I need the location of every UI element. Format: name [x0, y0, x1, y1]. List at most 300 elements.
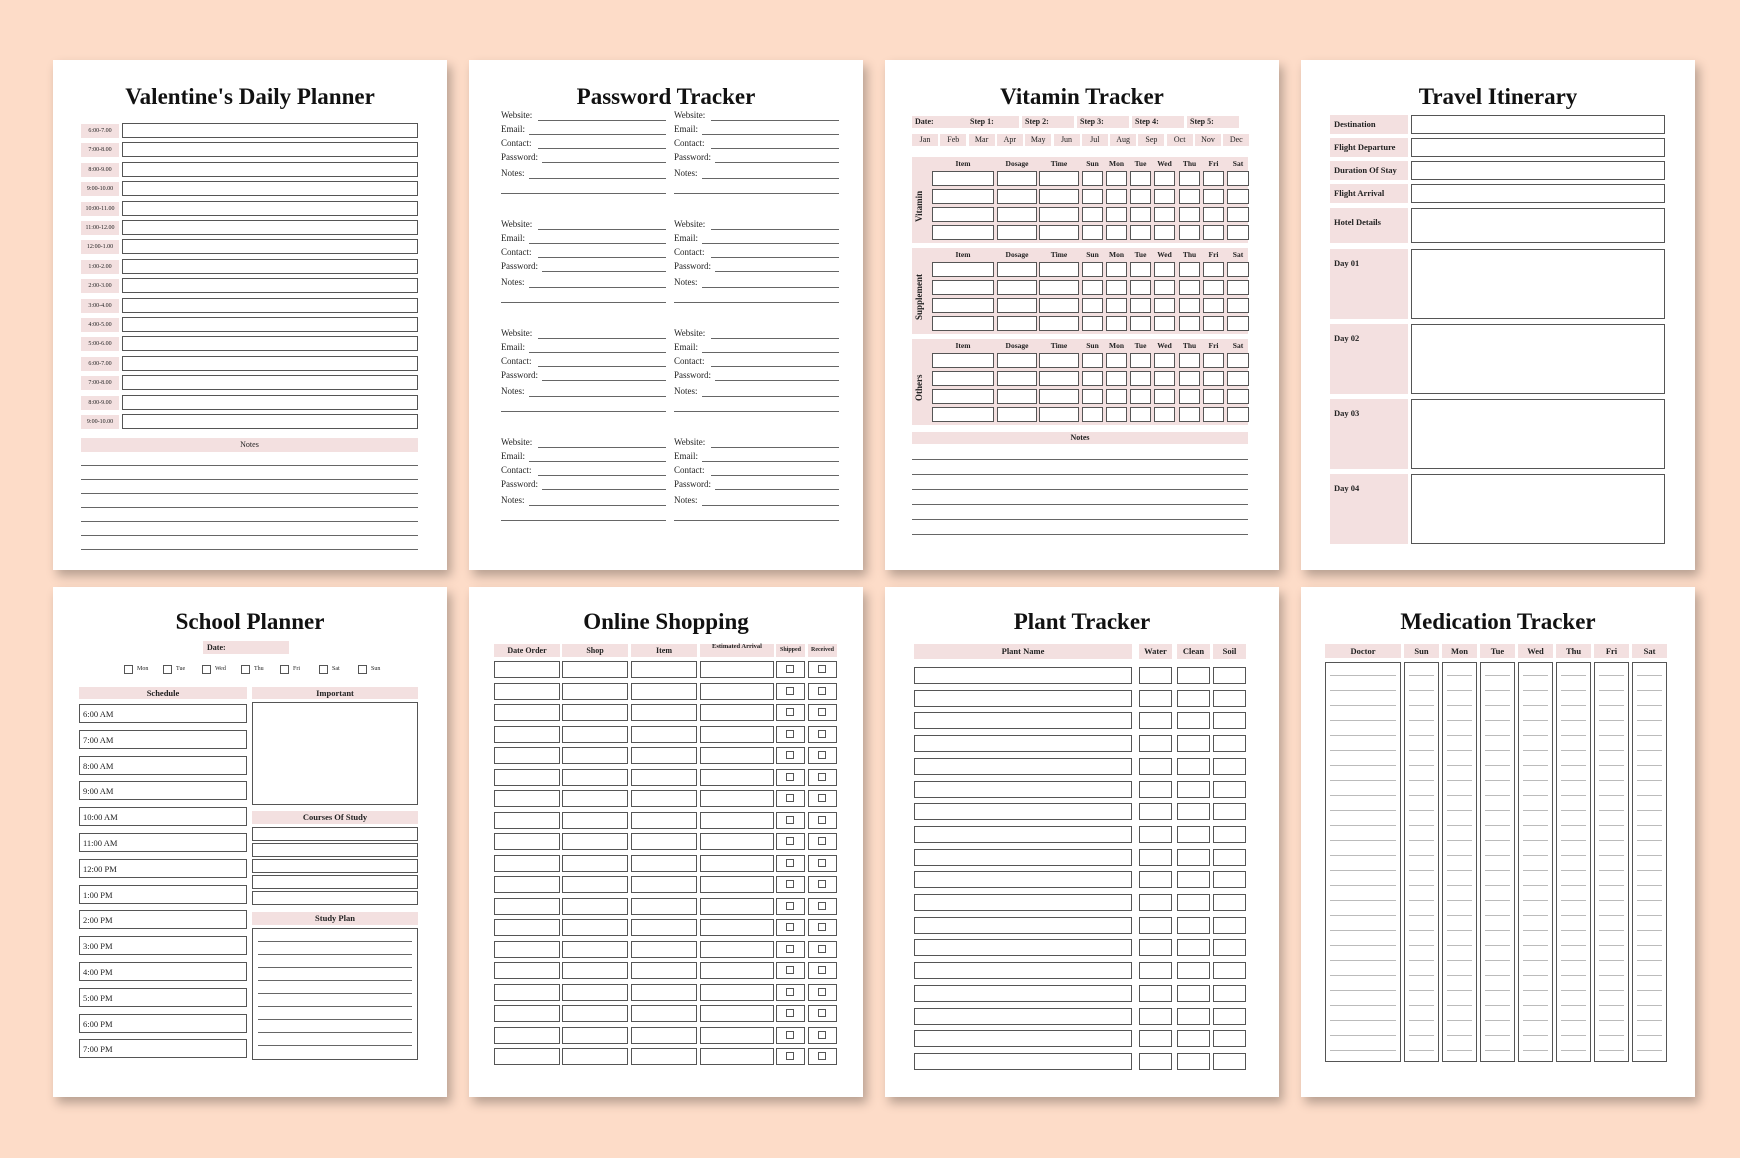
plant-cell[interactable]	[914, 849, 1132, 866]
tracker-cell[interactable]	[1039, 407, 1079, 422]
plant-cell[interactable]	[1213, 871, 1246, 888]
plant-cell[interactable]	[914, 826, 1132, 843]
shipped-checkbox[interactable]	[786, 1009, 794, 1017]
month-cell[interactable]: Jan	[912, 134, 938, 146]
tracker-cell[interactable]	[997, 262, 1037, 277]
row-entry-box[interactable]	[1411, 474, 1665, 544]
tracker-cell[interactable]	[1130, 407, 1151, 422]
tracker-cell[interactable]	[997, 407, 1037, 422]
tracker-cell[interactable]	[1106, 171, 1127, 186]
tracker-cell[interactable]	[1203, 171, 1224, 186]
tracker-cell[interactable]	[1039, 371, 1079, 386]
plant-cell[interactable]	[914, 781, 1132, 798]
tracker-cell[interactable]	[1106, 298, 1127, 313]
med-column[interactable]	[1556, 662, 1591, 1062]
order-cell[interactable]	[562, 1048, 628, 1065]
plant-cell[interactable]	[1213, 735, 1246, 752]
tracker-cell[interactable]	[1130, 262, 1151, 277]
tracker-cell[interactable]	[1179, 262, 1200, 277]
tracker-cell[interactable]	[1203, 189, 1224, 204]
shipped-checkbox[interactable]	[786, 837, 794, 845]
received-checkbox[interactable]	[818, 837, 826, 845]
plant-cell[interactable]	[914, 735, 1132, 752]
plant-cell[interactable]	[1213, 985, 1246, 1002]
month-cell[interactable]: Mar	[969, 134, 995, 146]
order-cell[interactable]	[494, 1005, 560, 1022]
plant-cell[interactable]	[1139, 803, 1172, 820]
order-cell[interactable]	[494, 833, 560, 850]
plant-cell[interactable]	[1177, 894, 1210, 911]
received-checkbox[interactable]	[818, 730, 826, 738]
tracker-cell[interactable]	[932, 171, 994, 186]
order-cell[interactable]	[494, 812, 560, 829]
tracker-cell[interactable]	[1227, 171, 1249, 186]
tracker-cell[interactable]	[1082, 389, 1103, 404]
received-checkbox[interactable]	[818, 880, 826, 888]
plant-cell[interactable]	[914, 758, 1132, 775]
plant-cell[interactable]	[1177, 803, 1210, 820]
tracker-cell[interactable]	[1179, 207, 1200, 222]
tracker-cell[interactable]	[1179, 389, 1200, 404]
plant-cell[interactable]	[1213, 939, 1246, 956]
order-cell[interactable]	[631, 747, 697, 764]
tracker-cell[interactable]	[1179, 316, 1200, 331]
tracker-cell[interactable]	[1227, 189, 1249, 204]
schedule-slot[interactable]: 7:00 AM	[79, 730, 247, 749]
plant-cell[interactable]	[1139, 894, 1172, 911]
tracker-cell[interactable]	[997, 207, 1037, 222]
order-cell[interactable]	[562, 876, 628, 893]
shipped-checkbox[interactable]	[786, 966, 794, 974]
order-cell[interactable]	[494, 726, 560, 743]
tracker-cell[interactable]	[997, 225, 1037, 240]
plant-cell[interactable]	[1213, 781, 1246, 798]
tracker-cell[interactable]	[1082, 189, 1103, 204]
tracker-cell[interactable]	[1203, 207, 1224, 222]
plant-cell[interactable]	[1139, 1030, 1172, 1047]
order-cell[interactable]	[700, 726, 774, 743]
order-cell[interactable]	[700, 1005, 774, 1022]
day-checkbox[interactable]	[358, 665, 367, 674]
plant-cell[interactable]	[1177, 985, 1210, 1002]
med-column[interactable]	[1442, 662, 1477, 1062]
tracker-cell[interactable]	[1154, 389, 1175, 404]
plant-cell[interactable]	[914, 712, 1132, 729]
plant-cell[interactable]	[914, 690, 1132, 707]
schedule-slot[interactable]: 9:00 AM	[79, 781, 247, 800]
time-entry-box[interactable]	[122, 414, 418, 429]
order-cell[interactable]	[700, 812, 774, 829]
tracker-cell[interactable]	[1203, 280, 1224, 295]
row-entry-box[interactable]	[1411, 138, 1665, 157]
time-entry-box[interactable]	[122, 298, 418, 313]
tracker-cell[interactable]	[1179, 407, 1200, 422]
tracker-cell[interactable]	[1039, 298, 1079, 313]
plant-cell[interactable]	[1177, 735, 1210, 752]
tracker-cell[interactable]	[1154, 407, 1175, 422]
shipped-checkbox[interactable]	[786, 1031, 794, 1039]
tracker-cell[interactable]	[1106, 371, 1127, 386]
tracker-cell[interactable]	[1154, 171, 1175, 186]
order-cell[interactable]	[631, 790, 697, 807]
order-cell[interactable]	[562, 661, 628, 678]
tracker-cell[interactable]	[1106, 262, 1127, 277]
order-cell[interactable]	[700, 747, 774, 764]
row-entry-box[interactable]	[1411, 161, 1665, 180]
order-cell[interactable]	[562, 833, 628, 850]
received-checkbox[interactable]	[818, 1031, 826, 1039]
order-cell[interactable]	[562, 790, 628, 807]
plant-cell[interactable]	[1177, 1030, 1210, 1047]
plant-cell[interactable]	[1139, 1053, 1172, 1070]
tracker-cell[interactable]	[1179, 225, 1200, 240]
tracker-cell[interactable]	[1039, 262, 1079, 277]
tracker-cell[interactable]	[1203, 298, 1224, 313]
row-entry-box[interactable]	[1411, 208, 1665, 243]
plant-cell[interactable]	[1139, 939, 1172, 956]
plant-cell[interactable]	[1213, 803, 1246, 820]
order-cell[interactable]	[494, 984, 560, 1001]
schedule-slot[interactable]: 8:00 AM	[79, 756, 247, 775]
received-checkbox[interactable]	[818, 687, 826, 695]
med-column[interactable]	[1632, 662, 1667, 1062]
order-cell[interactable]	[562, 747, 628, 764]
order-cell[interactable]	[700, 941, 774, 958]
plant-cell[interactable]	[1177, 826, 1210, 843]
plant-cell[interactable]	[1177, 1008, 1210, 1025]
tracker-cell[interactable]	[932, 316, 994, 331]
order-cell[interactable]	[631, 876, 697, 893]
order-cell[interactable]	[494, 1027, 560, 1044]
tracker-cell[interactable]	[932, 389, 994, 404]
order-cell[interactable]	[562, 726, 628, 743]
plant-cell[interactable]	[914, 894, 1132, 911]
tracker-cell[interactable]	[1039, 171, 1079, 186]
time-entry-box[interactable]	[122, 162, 418, 177]
plant-cell[interactable]	[1139, 849, 1172, 866]
tracker-cell[interactable]	[1130, 389, 1151, 404]
month-cell[interactable]: Apr	[997, 134, 1023, 146]
plant-cell[interactable]	[1139, 781, 1172, 798]
order-cell[interactable]	[562, 1005, 628, 1022]
plant-cell[interactable]	[1139, 667, 1172, 684]
tracker-cell[interactable]	[1227, 407, 1249, 422]
schedule-slot[interactable]: 4:00 PM	[79, 962, 247, 981]
plant-cell[interactable]	[1177, 690, 1210, 707]
tracker-cell[interactable]	[997, 371, 1037, 386]
plant-cell[interactable]	[1177, 758, 1210, 775]
tracker-cell[interactable]	[932, 225, 994, 240]
schedule-slot[interactable]: 11:00 AM	[79, 833, 247, 852]
order-cell[interactable]	[631, 683, 697, 700]
time-entry-box[interactable]	[122, 123, 418, 138]
plant-cell[interactable]	[1213, 894, 1246, 911]
order-cell[interactable]	[700, 661, 774, 678]
tracker-cell[interactable]	[1082, 171, 1103, 186]
day-checkbox[interactable]	[241, 665, 250, 674]
row-entry-box[interactable]	[1411, 399, 1665, 469]
tracker-cell[interactable]	[1130, 298, 1151, 313]
received-checkbox[interactable]	[818, 859, 826, 867]
med-column[interactable]	[1594, 662, 1629, 1062]
row-entry-box[interactable]	[1411, 184, 1665, 203]
received-checkbox[interactable]	[818, 1052, 826, 1060]
row-entry-box[interactable]	[1411, 324, 1665, 394]
tracker-cell[interactable]	[1130, 189, 1151, 204]
received-checkbox[interactable]	[818, 988, 826, 996]
received-checkbox[interactable]	[818, 966, 826, 974]
order-cell[interactable]	[700, 790, 774, 807]
shipped-checkbox[interactable]	[786, 988, 794, 996]
plant-cell[interactable]	[914, 917, 1132, 934]
tracker-cell[interactable]	[997, 189, 1037, 204]
received-checkbox[interactable]	[818, 816, 826, 824]
plant-cell[interactable]	[914, 667, 1132, 684]
tracker-cell[interactable]	[1227, 280, 1249, 295]
received-checkbox[interactable]	[818, 794, 826, 802]
tracker-cell[interactable]	[932, 353, 994, 368]
plant-cell[interactable]	[914, 1008, 1132, 1025]
med-column[interactable]	[1518, 662, 1553, 1062]
order-cell[interactable]	[562, 683, 628, 700]
plant-cell[interactable]	[1139, 712, 1172, 729]
plant-cell[interactable]	[914, 962, 1132, 979]
tracker-cell[interactable]	[1203, 407, 1224, 422]
order-cell[interactable]	[700, 962, 774, 979]
course-line[interactable]	[252, 891, 418, 905]
tracker-cell[interactable]	[932, 371, 994, 386]
plant-cell[interactable]	[1139, 690, 1172, 707]
shipped-checkbox[interactable]	[786, 708, 794, 716]
time-entry-box[interactable]	[122, 181, 418, 196]
plant-cell[interactable]	[1177, 849, 1210, 866]
tracker-cell[interactable]	[1082, 280, 1103, 295]
tracker-cell[interactable]	[1106, 316, 1127, 331]
tracker-cell[interactable]	[1179, 371, 1200, 386]
course-line[interactable]	[252, 875, 418, 889]
time-entry-box[interactable]	[122, 142, 418, 157]
order-cell[interactable]	[631, 833, 697, 850]
month-cell[interactable]: May	[1025, 134, 1051, 146]
time-entry-box[interactable]	[122, 317, 418, 332]
order-cell[interactable]	[562, 769, 628, 786]
month-cell[interactable]: Jun	[1054, 134, 1080, 146]
plant-cell[interactable]	[1139, 735, 1172, 752]
plant-cell[interactable]	[1177, 939, 1210, 956]
order-cell[interactable]	[700, 769, 774, 786]
tracker-cell[interactable]	[1154, 316, 1175, 331]
month-cell[interactable]: Jul	[1082, 134, 1108, 146]
order-cell[interactable]	[494, 790, 560, 807]
tracker-cell[interactable]	[1179, 189, 1200, 204]
tracker-cell[interactable]	[932, 189, 994, 204]
shipped-checkbox[interactable]	[786, 794, 794, 802]
month-cell[interactable]: Feb	[940, 134, 966, 146]
plant-cell[interactable]	[1213, 758, 1246, 775]
order-cell[interactable]	[562, 898, 628, 915]
order-cell[interactable]	[494, 898, 560, 915]
order-cell[interactable]	[700, 919, 774, 936]
plant-cell[interactable]	[1213, 667, 1246, 684]
received-checkbox[interactable]	[818, 751, 826, 759]
order-cell[interactable]	[700, 704, 774, 721]
plant-cell[interactable]	[1177, 781, 1210, 798]
order-cell[interactable]	[494, 1048, 560, 1065]
order-cell[interactable]	[700, 683, 774, 700]
plant-cell[interactable]	[1177, 917, 1210, 934]
plant-cell[interactable]	[914, 1053, 1132, 1070]
schedule-slot[interactable]: 2:00 PM	[79, 910, 247, 929]
tracker-cell[interactable]	[1039, 316, 1079, 331]
order-cell[interactable]	[700, 876, 774, 893]
order-cell[interactable]	[494, 941, 560, 958]
med-column[interactable]	[1480, 662, 1515, 1062]
tracker-cell[interactable]	[997, 298, 1037, 313]
plant-cell[interactable]	[1213, 1030, 1246, 1047]
tracker-cell[interactable]	[1154, 207, 1175, 222]
plant-cell[interactable]	[1213, 1053, 1246, 1070]
month-cell[interactable]: Aug	[1110, 134, 1136, 146]
tracker-cell[interactable]	[1154, 262, 1175, 277]
course-line[interactable]	[252, 827, 418, 841]
tracker-cell[interactable]	[1130, 316, 1151, 331]
plant-cell[interactable]	[1139, 962, 1172, 979]
tracker-cell[interactable]	[1130, 353, 1151, 368]
plant-cell[interactable]	[1139, 826, 1172, 843]
month-cell[interactable]: Sep	[1138, 134, 1164, 146]
schedule-slot[interactable]: 6:00 PM	[79, 1014, 247, 1033]
shipped-checkbox[interactable]	[786, 730, 794, 738]
schedule-slot[interactable]: 1:00 PM	[79, 885, 247, 904]
tracker-cell[interactable]	[1106, 189, 1127, 204]
order-cell[interactable]	[631, 984, 697, 1001]
plant-cell[interactable]	[1177, 871, 1210, 888]
order-cell[interactable]	[631, 919, 697, 936]
plant-cell[interactable]	[1177, 667, 1210, 684]
order-cell[interactable]	[562, 704, 628, 721]
tracker-cell[interactable]	[1082, 207, 1103, 222]
time-entry-box[interactable]	[122, 375, 418, 390]
order-cell[interactable]	[700, 1027, 774, 1044]
order-cell[interactable]	[631, 855, 697, 872]
order-cell[interactable]	[631, 726, 697, 743]
tracker-cell[interactable]	[1203, 316, 1224, 331]
tracker-cell[interactable]	[1082, 316, 1103, 331]
tracker-cell[interactable]	[1203, 225, 1224, 240]
order-cell[interactable]	[631, 962, 697, 979]
tracker-cell[interactable]	[1179, 353, 1200, 368]
order-cell[interactable]	[700, 984, 774, 1001]
tracker-cell[interactable]	[932, 298, 994, 313]
plant-cell[interactable]	[1177, 962, 1210, 979]
plant-cell[interactable]	[1213, 917, 1246, 934]
tracker-cell[interactable]	[1154, 225, 1175, 240]
tracker-cell[interactable]	[1082, 225, 1103, 240]
tracker-cell[interactable]	[1130, 225, 1151, 240]
time-entry-box[interactable]	[122, 220, 418, 235]
tracker-cell[interactable]	[1106, 389, 1127, 404]
order-cell[interactable]	[631, 704, 697, 721]
tracker-cell[interactable]	[1203, 262, 1224, 277]
month-cell[interactable]: Oct	[1167, 134, 1193, 146]
plant-cell[interactable]	[1139, 1008, 1172, 1025]
schedule-slot[interactable]: 3:00 PM	[79, 936, 247, 955]
plant-cell[interactable]	[1139, 917, 1172, 934]
order-cell[interactable]	[631, 812, 697, 829]
day-checkbox[interactable]	[319, 665, 328, 674]
tracker-cell[interactable]	[1106, 280, 1127, 295]
schedule-slot[interactable]: 5:00 PM	[79, 988, 247, 1007]
plant-cell[interactable]	[1139, 871, 1172, 888]
order-cell[interactable]	[562, 855, 628, 872]
tracker-cell[interactable]	[1106, 207, 1127, 222]
order-cell[interactable]	[631, 1027, 697, 1044]
order-cell[interactable]	[700, 1048, 774, 1065]
tracker-cell[interactable]	[1039, 353, 1079, 368]
schedule-slot[interactable]: 12:00 PM	[79, 859, 247, 878]
tracker-cell[interactable]	[1082, 353, 1103, 368]
order-cell[interactable]	[494, 855, 560, 872]
tracker-cell[interactable]	[1203, 353, 1224, 368]
tracker-cell[interactable]	[1227, 207, 1249, 222]
plant-cell[interactable]	[1213, 849, 1246, 866]
plant-cell[interactable]	[1213, 1008, 1246, 1025]
order-cell[interactable]	[562, 941, 628, 958]
order-cell[interactable]	[631, 661, 697, 678]
order-cell[interactable]	[494, 919, 560, 936]
tracker-cell[interactable]	[1227, 316, 1249, 331]
order-cell[interactable]	[494, 704, 560, 721]
tracker-cell[interactable]	[1039, 189, 1079, 204]
order-cell[interactable]	[700, 833, 774, 850]
plant-cell[interactable]	[914, 1030, 1132, 1047]
order-cell[interactable]	[494, 962, 560, 979]
schedule-slot[interactable]: 7:00 PM	[79, 1039, 247, 1058]
plant-cell[interactable]	[1213, 690, 1246, 707]
order-cell[interactable]	[562, 962, 628, 979]
tracker-cell[interactable]	[997, 389, 1037, 404]
row-entry-box[interactable]	[1411, 249, 1665, 319]
order-cell[interactable]	[562, 1027, 628, 1044]
plant-cell[interactable]	[1139, 758, 1172, 775]
med-column[interactable]	[1404, 662, 1439, 1062]
plant-cell[interactable]	[914, 803, 1132, 820]
tracker-cell[interactable]	[1082, 371, 1103, 386]
order-cell[interactable]	[700, 898, 774, 915]
shipped-checkbox[interactable]	[786, 665, 794, 673]
tracker-cell[interactable]	[1039, 207, 1079, 222]
tracker-cell[interactable]	[932, 407, 994, 422]
tracker-cell[interactable]	[1082, 407, 1103, 422]
day-checkbox[interactable]	[163, 665, 172, 674]
tracker-cell[interactable]	[1082, 298, 1103, 313]
order-cell[interactable]	[494, 747, 560, 764]
day-checkbox[interactable]	[202, 665, 211, 674]
tracker-cell[interactable]	[1227, 262, 1249, 277]
received-checkbox[interactable]	[818, 1009, 826, 1017]
day-checkbox[interactable]	[124, 665, 133, 674]
tracker-cell[interactable]	[1154, 298, 1175, 313]
plant-cell[interactable]	[1213, 712, 1246, 729]
order-cell[interactable]	[631, 769, 697, 786]
tracker-cell[interactable]	[1227, 389, 1249, 404]
tracker-cell[interactable]	[1227, 225, 1249, 240]
tracker-cell[interactable]	[1203, 389, 1224, 404]
tracker-cell[interactable]	[932, 262, 994, 277]
tracker-cell[interactable]	[1227, 371, 1249, 386]
schedule-slot[interactable]: 10:00 AM	[79, 807, 247, 826]
order-cell[interactable]	[631, 1048, 697, 1065]
